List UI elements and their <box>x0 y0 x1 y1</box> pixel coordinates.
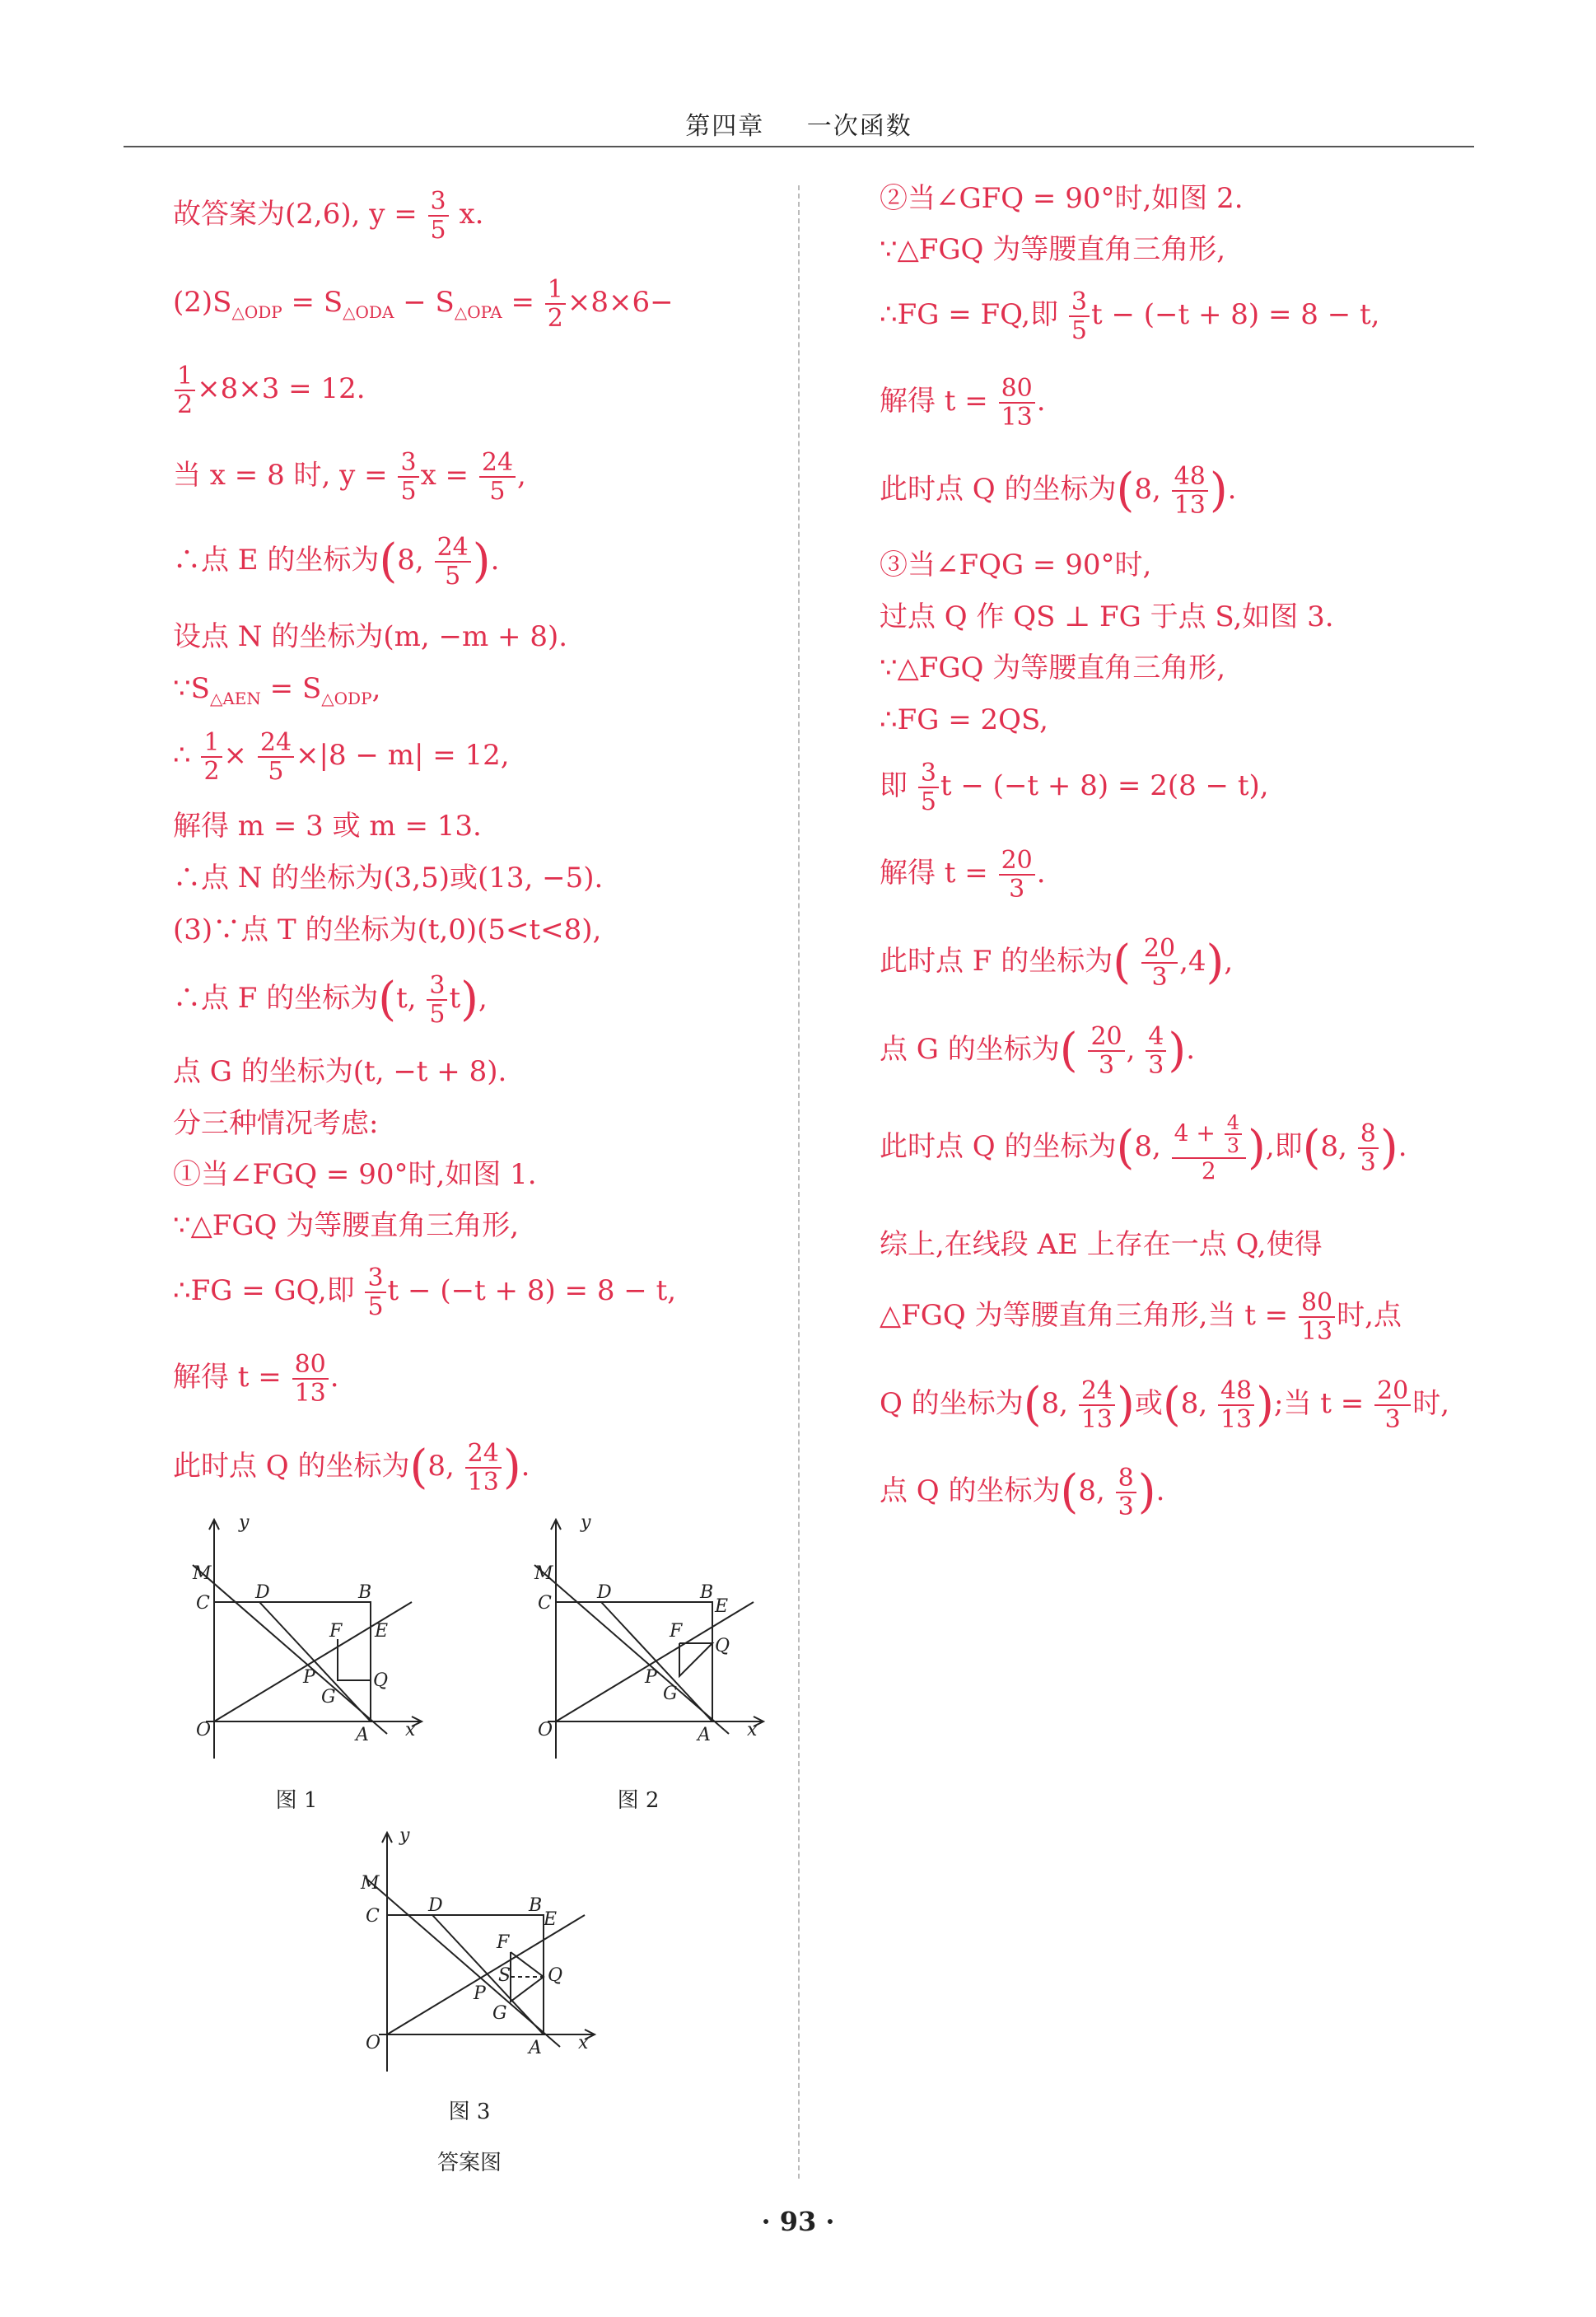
right-line-11: 解得 t = $\frac{20}{3}$ . <box>880 846 1046 904</box>
right-line-2: ∵△FGQ 为等腰直角三角形, <box>880 233 1226 266</box>
right-line-3: ∴FG = FQ,即 $\frac{3}{5}$ t − (−t + 8) = 8 − t, <box>880 287 1380 345</box>
fig1-label-d: D <box>255 1582 270 1603</box>
fig2-label-y: y <box>581 1512 591 1533</box>
right-line-16: △FGQ 为等腰直角三角形,当 t = $\frac{80}{13}$ 时,点 <box>880 1288 1402 1346</box>
fig3-label-y: y <box>399 1825 410 1846</box>
fig2-label-q: Q <box>715 1636 730 1656</box>
fig3-label-c: C <box>366 1906 380 1927</box>
left-line-11: (3)∵点 T 的坐标为(t,0)(5<t<8), <box>173 913 602 946</box>
fig3-label-p: P <box>474 1983 486 2004</box>
fig1-label-o: O <box>196 1720 212 1740</box>
left-line-13: 点 G 的坐标为(t, −t + 8). <box>173 1055 507 1088</box>
page-header <box>124 105 1474 148</box>
left-line-3: $\frac{1}{2}$ ×8×3 = 12. <box>173 362 366 418</box>
fig3-label-g: G <box>492 2003 507 2024</box>
fig3-label-b: B <box>529 1895 543 1916</box>
left-line-8: ∴ $\frac{1}{2}$ × $\frac{24}{5}$ ×|8 − m| = 12, <box>173 728 510 786</box>
fig1-label-f: F <box>329 1621 343 1642</box>
fig1-label-p: P <box>303 1667 315 1688</box>
right-line-18: 点 Q 的坐标为(8, $\frac{8}{3}$ ). <box>880 1464 1165 1521</box>
figure-3-caption: 图 3 <box>448 2100 491 2124</box>
fig3-label-s: S <box>498 1965 511 1986</box>
fig3-label-o: O <box>366 2033 381 2053</box>
figure-2 <box>515 1511 770 1767</box>
right-line-5: 此时点 Q 的坐标为(8, $\frac{48}{13}$ ). <box>880 462 1237 520</box>
page-number: · 93 · <box>761 2206 835 2237</box>
left-line-16: ∵△FGQ 为等腰直角三角形, <box>173 1209 520 1242</box>
right-line-12: 此时点 F 的坐标为( $\frac{20}{3}$ ,4), <box>880 934 1234 992</box>
left-line-5: ∴点 E 的坐标为(8, $\frac{24}{5}$ ). <box>173 533 500 591</box>
fig2-label-p: P <box>645 1667 657 1688</box>
fig3-label-x: x <box>578 2033 589 2053</box>
fig2-label-d: D <box>597 1582 612 1603</box>
fig1-label-b: B <box>358 1582 372 1603</box>
fig3-label-d: D <box>428 1895 443 1916</box>
answer-figure-caption: 答案图 <box>436 2151 502 2175</box>
header-rule <box>124 146 1474 147</box>
fig2-label-a: A <box>698 1725 711 1745</box>
chapter-label: 第四章 <box>685 112 765 141</box>
left-line-10: ∴点 N 的坐标为(3,5)或(13, −5). <box>173 862 604 895</box>
fig1-label-x: x <box>405 1720 416 1740</box>
fig1-label-g: G <box>321 1687 336 1707</box>
right-line-1: ②当∠GFQ = 90°时,如图 2. <box>880 182 1244 215</box>
left-line-19: 此时点 Q 的坐标为(8, $\frac{24}{13}$ ). <box>173 1439 530 1497</box>
right-line-4: 解得 t = $\frac{80}{13}$ . <box>880 374 1046 432</box>
right-line-8: ∵△FGQ 为等腰直角三角形, <box>880 652 1226 684</box>
column-divider <box>798 185 800 2179</box>
left-line-1: 故答案为(2,6), y = $\frac{3}{5}$ x. <box>173 187 484 245</box>
fig1-label-y: y <box>239 1512 250 1533</box>
fig3-label-f: F <box>497 1932 510 1953</box>
fig3-label-q: Q <box>548 1965 563 1986</box>
left-line-14: 分三种情况考虑: <box>173 1107 379 1140</box>
right-line-17: Q 的坐标为(8, $\frac{24}{13}$ )或(8, $\frac{48}{13}$ );当 t = $\frac{20}{3}$ 时, <box>880 1376 1450 1434</box>
fig2-label-g: G <box>663 1684 678 1704</box>
fig2-label-x: x <box>747 1720 758 1740</box>
right-line-7: 过点 Q 作 QS ⊥ FG 于点 S,如图 3. <box>880 600 1334 633</box>
fig2-label-e: E <box>715 1596 729 1617</box>
fig2-label-c: C <box>538 1593 552 1614</box>
figure-1 <box>173 1511 428 1767</box>
left-line-7: $\because S_{\triangle AEN} = S_{\triangle ODP}$, <box>173 672 381 708</box>
left-line-15: ①当∠FGQ = 90°时,如图 1. <box>173 1158 537 1191</box>
fig1-label-a: A <box>356 1725 369 1745</box>
right-line-9: ∴FG = 2QS, <box>880 703 1048 736</box>
right-line-6: ③当∠FQG = 90°时, <box>880 549 1152 582</box>
fig1-label-q: Q <box>373 1670 389 1691</box>
left-line-2: $(2)S_{\triangle ODP} = S_{\triangle ODA} - S_{\triangle OPA}$ = $\frac{1}{2}$ ×8×6− <box>173 275 674 333</box>
right-line-10: 即 $\frac{3}{5}$ t − (−t + 8) = 2(8 − t), <box>880 759 1269 816</box>
left-line-4: 当 x = 8 时, y = $\frac{3}{5}$ x = $\frac{24}{5}$ , <box>173 448 526 506</box>
right-line-13: 点 G 的坐标为( $\frac{20}{3}$ , $\frac{4}{3}$ ). <box>880 1022 1196 1080</box>
figure-3 <box>346 1824 601 2080</box>
chapter-title: 一次函数 <box>806 112 912 141</box>
fig3-label-m: M <box>361 1873 380 1894</box>
right-line-15: 综上,在线段 AE 上存在一点 Q,使得 <box>880 1228 1323 1261</box>
left-line-6: 设点 N 的坐标为(m, −m + 8). <box>173 620 568 653</box>
fig2-label-b: B <box>700 1582 714 1603</box>
left-line-9: 解得 m = 3 或 m = 13. <box>173 810 482 843</box>
fig3-label-e: E <box>544 1909 558 1930</box>
fig1-label-m: M <box>193 1563 212 1584</box>
fig1-label-e: E <box>375 1621 389 1642</box>
fig2-label-m: M <box>534 1563 553 1584</box>
left-line-12: ∴点 F 的坐标为(t, $\frac{3}{5}$ t), <box>173 971 488 1029</box>
figure-2-caption: 图 2 <box>617 1788 660 1813</box>
left-line-18: 解得 t = $\frac{80}{13}$ . <box>173 1350 339 1408</box>
fig2-label-f: F <box>670 1621 683 1642</box>
fig2-label-o: O <box>538 1720 553 1740</box>
left-line-17: ∴FG = GQ,即 $\frac{3}{5}$ t − (−t + 8) = 8 − t, <box>173 1264 677 1321</box>
fig3-label-a: A <box>529 2038 542 2058</box>
figure-1-caption: 图 1 <box>275 1788 318 1813</box>
fig1-label-c: C <box>196 1593 210 1614</box>
right-line-14: 此时点 Q 的坐标为(8, 4 + $\frac{4}{3}$ 2 ),即(8, $\frac{8}{3}$ ). <box>880 1111 1407 1184</box>
